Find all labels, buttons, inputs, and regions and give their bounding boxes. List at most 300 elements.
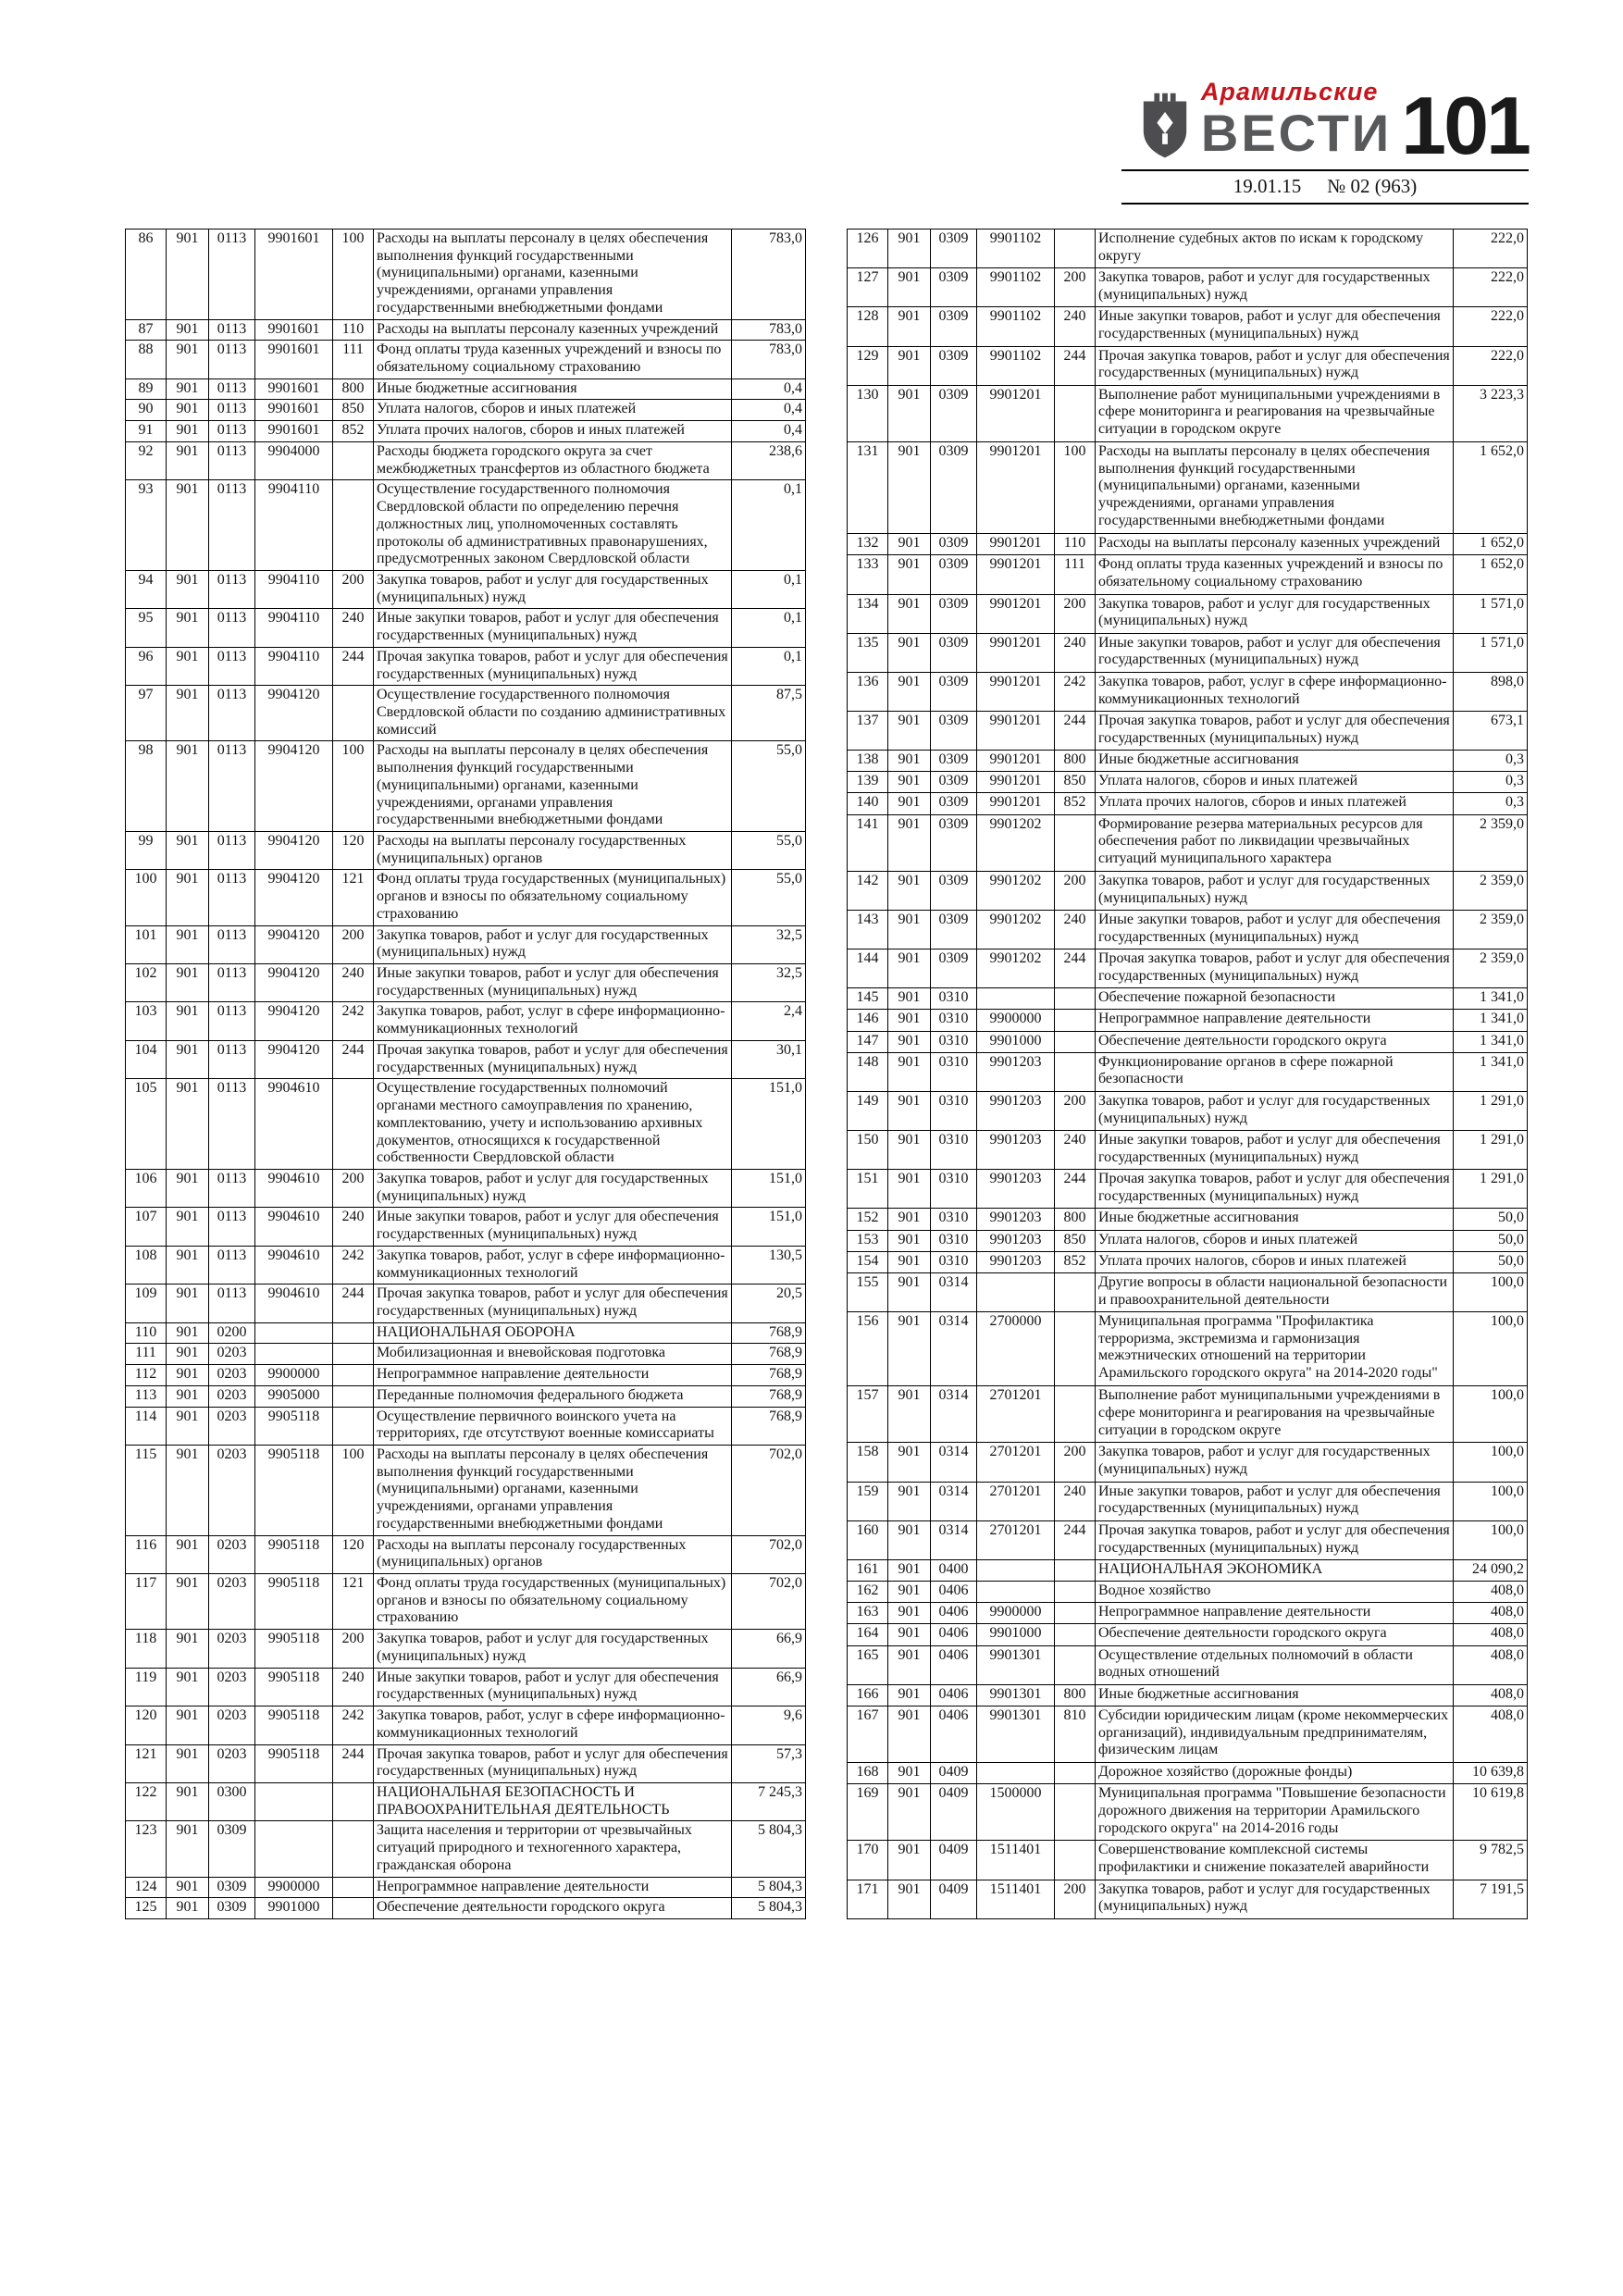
grbs-code-cell: 901 [167,1706,209,1744]
grbs-code-cell: 901 [888,1386,931,1443]
name-cell: Формирование резерва материальных ресурсов для обеспечения работ по ликвидации чрезвычайных ситуаций муниципального характера [1096,814,1454,871]
grbs-code-cell: 901 [167,1630,209,1668]
row-number-cell: 164 [848,1624,888,1645]
amount-cell: 151,0 [732,1079,806,1170]
expense-type-cell [1055,1624,1096,1645]
target-article-cell: 9901201 [977,534,1055,555]
section-code-cell: 0113 [209,400,255,421]
table-row [848,385,1528,441]
name-cell: Фонд оплаты труда казенных учреждений и взносы по обязательному социальному страхованию [1096,555,1454,594]
amount-cell: 130,5 [732,1246,806,1284]
name-cell: Уплата прочих налогов, сборов и иных платежей [374,421,732,442]
expense-type-cell [333,686,374,741]
table-row [126,1407,806,1445]
section-code-cell: 0310 [931,988,977,1010]
name-cell: Осуществление государственных полномочий органами местного самоуправления по хранению, комплектованию, учету и использованию архивных документов, относящихся к государственной собственности Свердловской области [374,1079,732,1170]
row-number-cell: 116 [126,1535,167,1573]
row-number-cell: 154 [848,1251,888,1272]
amount-cell: 0,4 [732,379,806,400]
name-cell: Прочая закупка товаров, работ и услуг для обеспечения государственных (муниципальных) нужд [374,647,732,685]
grbs-code-cell: 901 [167,400,209,421]
section-code-cell: 0113 [209,832,255,870]
amount-cell: 1 341,0 [1454,988,1528,1010]
amount-cell: 100,0 [1454,1311,1528,1385]
target-article-cell: 9901201 [977,793,1055,814]
target-article-cell: 9901203 [977,1230,1055,1251]
row-number-cell: 99 [126,832,167,870]
grbs-code-cell: 901 [888,712,931,751]
expense-type-cell [1055,1560,1096,1582]
name-cell: Уплата прочих налогов, сборов и иных платежей [1096,793,1454,814]
amount-cell: 222,0 [1454,268,1528,307]
table-row [126,1630,806,1668]
target-article-cell: 9905118 [255,1446,333,1536]
expense-type-cell [1055,1010,1096,1031]
expense-type-cell: 242 [1055,672,1096,711]
budget-table-columns [125,229,1528,1919]
target-article-cell: 9904000 [255,441,333,479]
row-number-cell: 169 [848,1784,888,1841]
grbs-code-cell: 901 [888,1763,931,1784]
target-article-cell [977,988,1055,1010]
grbs-code-cell: 901 [888,1624,931,1645]
section-code-cell: 0203 [209,1706,255,1744]
section-code-cell: 0203 [209,1407,255,1445]
amount-cell: 408,0 [1454,1684,1528,1706]
name-cell: Расходы бюджета городского округа за счет межбюджетных трансфертов из областного бюджета [374,441,732,479]
expense-type-cell: 240 [1055,911,1096,949]
row-number-cell: 113 [126,1385,167,1407]
expense-type-cell [1055,814,1096,871]
expense-type-cell [1055,1603,1096,1624]
row-number-cell: 153 [848,1230,888,1251]
row-number-cell: 103 [126,1002,167,1040]
expense-type-cell: 244 [1055,1520,1096,1559]
name-cell: Фонд оплаты труда государственных (муниципальных) органов и взносы по обязательному социальному страхованию [374,870,732,925]
expense-type-cell: 244 [333,1040,374,1078]
table-row [126,647,806,685]
table-row [848,1784,1528,1841]
amount-cell: 5 804,3 [732,1821,806,1877]
table-row [126,400,806,421]
target-article-cell: 2700000 [977,1311,1055,1385]
name-cell: Прочая закупка товаров, работ и услуг для обеспечения государственных (муниципальных) нужд [1096,712,1454,751]
amount-cell: 1 652,0 [1454,555,1528,594]
row-number-cell: 102 [126,964,167,1002]
section-code-cell: 0113 [209,609,255,647]
target-article-cell: 9901601 [255,421,333,442]
grbs-code-cell: 901 [167,1079,209,1170]
expense-type-cell [333,480,374,571]
amount-cell: 702,0 [732,1535,806,1573]
section-code-cell: 0314 [931,1482,977,1520]
section-code-cell: 0200 [209,1322,255,1344]
name-cell: Закупка товаров, работ и услуг для государственных (муниципальных) нужд [1096,871,1454,910]
target-article-cell: 9901202 [977,871,1055,910]
table-row [848,911,1528,949]
section-code-cell: 0203 [209,1574,255,1630]
name-cell: НАЦИОНАЛЬНАЯ БЕЗОПАСНОСТЬ И ПРАВООХРАНИТЕЛЬНАЯ ДЕЯТЕЛЬНОСТЬ [374,1782,732,1820]
row-number-cell: 124 [126,1877,167,1898]
section-code-cell: 0406 [931,1624,977,1645]
row-number-cell: 91 [126,421,167,442]
name-cell: Функционирование органов в сфере пожарной безопасности [1096,1052,1454,1091]
table-row [126,686,806,741]
expense-type-cell [1055,1784,1096,1841]
grbs-code-cell: 901 [888,1482,931,1520]
expense-type-cell: 111 [333,341,374,379]
section-code-cell: 0113 [209,1079,255,1170]
target-article-cell: 9905118 [255,1407,333,1445]
grbs-code-cell: 901 [167,1782,209,1820]
amount-cell: 0,3 [1454,751,1528,772]
row-number-cell: 130 [848,385,888,441]
expense-type-cell: 852 [1055,793,1096,814]
section-code-cell: 0113 [209,647,255,685]
expense-type-cell: 100 [333,230,374,320]
target-article-cell: 9901201 [977,672,1055,711]
amount-cell: 408,0 [1454,1624,1528,1645]
grbs-code-cell: 901 [888,441,931,533]
row-number-cell: 96 [126,647,167,685]
table-row [126,964,806,1002]
name-cell: Прочая закупка товаров, работ и услуг для обеспечения государственных (муниципальных) нужд [1096,1170,1454,1209]
grbs-code-cell: 901 [167,609,209,647]
target-article-cell: 9904120 [255,964,333,1002]
table-row [848,230,1528,268]
section-code-cell: 0113 [209,870,255,925]
amount-cell: 100,0 [1454,1520,1528,1559]
target-article-cell: 9901000 [977,1624,1055,1645]
name-cell: Прочая закупка товаров, работ и услуг для обеспечения государственных (муниципальных) нужд [1096,949,1454,988]
target-article-cell: 1511401 [977,1841,1055,1880]
name-cell: Осуществление государственного полномочия Свердловской области по созданию административных комиссий [374,686,732,741]
amount-cell: 100,0 [1454,1482,1528,1520]
amount-cell: 66,9 [732,1668,806,1706]
grbs-code-cell: 901 [888,1251,931,1272]
grbs-code-cell: 901 [167,870,209,925]
name-cell: Расходы на выплаты персоналу государственных (муниципальных) органов [374,1535,732,1573]
expense-type-cell: 244 [1055,1170,1096,1209]
name-cell: Закупка товаров, работ и услуг для государственных (муниципальных) нужд [374,570,732,608]
expense-type-cell: 240 [1055,1482,1096,1520]
table-row [848,594,1528,633]
name-cell: Иные бюджетные ассигнования [374,379,732,400]
target-article-cell [977,1763,1055,1784]
row-number-cell: 136 [848,672,888,711]
section-code-cell: 0113 [209,741,255,832]
target-article-cell: 9904120 [255,686,333,741]
table-row [126,1246,806,1284]
target-article-cell: 2701201 [977,1386,1055,1443]
target-article-cell: 9901601 [255,319,333,341]
row-number-cell: 129 [848,346,888,385]
grbs-code-cell: 901 [888,1031,931,1052]
name-cell: Иные закупки товаров, работ и услуг для обеспечения государственных (муниципальных) нужд [374,609,732,647]
expense-type-cell: 200 [333,570,374,608]
row-number-cell: 163 [848,1603,888,1624]
row-number-cell: 162 [848,1582,888,1603]
table-row [126,1208,806,1246]
target-article-cell: 9904120 [255,1002,333,1040]
amount-cell: 1 291,0 [1454,1131,1528,1170]
name-cell: Осуществление государственного полномочия Свердловской области по определению перечня должностных лиц, уполномоченных составлять протоколы об административных правонарушениях, предусмотренных законом Свердловской области [374,480,732,571]
grbs-code-cell: 901 [167,1246,209,1284]
name-cell: Закупка товаров, работ и услуг для государственных (муниципальных) нужд [1096,268,1454,307]
target-article-cell: 9901301 [977,1645,1055,1684]
name-cell: Совершенствование комплексной системы профилактики и снижение показателей аварийности [1096,1841,1454,1880]
row-number-cell: 108 [126,1246,167,1284]
row-number-cell: 114 [126,1407,167,1445]
grbs-code-cell: 901 [167,1535,209,1573]
name-cell: Дорожное хозяйство (дорожные фонды) [1096,1763,1454,1784]
table-row [126,1668,806,1706]
grbs-code-cell: 901 [888,1170,931,1209]
amount-cell: 7 245,3 [732,1782,806,1820]
target-article-cell: 9901202 [977,949,1055,988]
expense-type-cell: 244 [333,1744,374,1782]
amount-cell: 783,0 [732,319,806,341]
table-row [848,1230,1528,1251]
amount-cell: 783,0 [732,230,806,320]
name-cell: Закупка товаров, работ и услуг для государственных (муниципальных) нужд [374,1169,732,1207]
name-cell: Закупка товаров, работ, услуг в сфере информационно-коммуникационных технологий [374,1706,732,1744]
table-row [848,555,1528,594]
row-number-cell: 105 [126,1079,167,1170]
expense-type-cell [333,1898,374,1919]
name-cell: Закупка товаров, работ и услуг для государственных (муниципальных) нужд [374,925,732,963]
expense-type-cell [1055,988,1096,1010]
row-number-cell: 123 [126,1821,167,1877]
expense-type-cell: 244 [333,647,374,685]
name-cell: Иные бюджетные ассигнования [1096,1209,1454,1230]
grbs-code-cell: 901 [167,341,209,379]
row-number-cell: 97 [126,686,167,741]
target-article-cell: 9901203 [977,1052,1055,1091]
table-row [126,609,806,647]
section-code-cell: 0409 [931,1763,977,1784]
grbs-code-cell: 901 [888,1010,931,1031]
row-number-cell: 133 [848,555,888,594]
section-code-cell: 0309 [931,712,977,751]
target-article-cell: 9904120 [255,870,333,925]
table-row [848,1482,1528,1520]
target-article-cell: 9904120 [255,925,333,963]
amount-cell: 20,5 [732,1285,806,1322]
issue-date: 19.01.15 [1233,175,1302,197]
table-row [126,1385,806,1407]
amount-cell: 408,0 [1454,1603,1528,1624]
amount-cell: 1 341,0 [1454,1052,1528,1091]
name-cell: Осуществление отдельных полномочий в области водных отношений [1096,1645,1454,1684]
row-number-cell: 159 [848,1482,888,1520]
amount-cell: 783,0 [732,341,806,379]
section-code-cell: 0203 [209,1365,255,1386]
table-row [848,1251,1528,1272]
section-code-cell: 0309 [931,814,977,871]
table-row [848,1386,1528,1443]
section-code-cell: 0113 [209,1002,255,1040]
table-row [848,949,1528,988]
name-cell: Иные бюджетные ассигнования [1096,1684,1454,1706]
section-code-cell: 0406 [931,1645,977,1684]
table-row [848,1052,1528,1091]
grbs-code-cell: 901 [888,1684,931,1706]
target-article-cell [255,1344,333,1365]
amount-cell: 1 652,0 [1454,441,1528,533]
expense-type-cell: 244 [1055,346,1096,385]
row-number-cell: 165 [848,1645,888,1684]
table-row [126,1821,806,1877]
row-number-cell: 157 [848,1386,888,1443]
table-row [126,741,806,832]
grbs-code-cell: 901 [888,1209,931,1230]
table-row [126,1344,806,1365]
row-number-cell: 112 [126,1365,167,1386]
expense-type-cell: 200 [1055,1443,1096,1482]
name-cell: Прочая закупка товаров, работ и услуг для обеспечения государственных (муниципальных) нужд [1096,346,1454,385]
target-article-cell: 9905000 [255,1385,333,1407]
grbs-code-cell: 901 [167,832,209,870]
target-article-cell: 9901201 [977,633,1055,672]
target-article-cell: 2701201 [977,1482,1055,1520]
row-number-cell: 98 [126,741,167,832]
amount-cell: 2 359,0 [1454,911,1528,949]
expense-type-cell [333,1782,374,1820]
section-code-cell: 0113 [209,1285,255,1322]
name-cell: НАЦИОНАЛЬНАЯ ЭКОНОМИКА [1096,1560,1454,1582]
target-article-cell: 9904120 [255,832,333,870]
amount-cell: 10 639,8 [1454,1763,1528,1784]
section-code-cell: 0309 [931,555,977,594]
expense-type-cell: 100 [333,741,374,832]
expense-type-cell: 850 [1055,772,1096,793]
amount-cell: 408,0 [1454,1645,1528,1684]
target-article-cell: 9900000 [977,1603,1055,1624]
name-cell: Непрограммное направление деятельности [374,1365,732,1386]
grbs-code-cell: 901 [888,1645,931,1684]
amount-cell: 50,0 [1454,1209,1528,1230]
row-number-cell: 140 [848,793,888,814]
name-cell: Муниципальная программа "Профилактика терроризма, экстремизма и гармонизация межэтнических отношений на территории Арамильского городского округа" на 2014-2020 годы" [1096,1311,1454,1385]
target-article-cell: 9901601 [255,379,333,400]
name-cell: Закупка товаров, работ, услуг в сфере информационно-коммуникационных технологий [374,1246,732,1284]
section-code-cell: 0309 [209,1898,255,1919]
name-cell: Субсидии юридическим лицам (кроме некоммерческих организаций), индивидуальным предпринимателям, физическим лицам [1096,1706,1454,1762]
expense-type-cell: 110 [1055,534,1096,555]
grbs-code-cell: 901 [167,1574,209,1630]
amount-cell: 2 359,0 [1454,949,1528,988]
row-number-cell: 166 [848,1684,888,1706]
table-row [848,712,1528,751]
table-row [848,1031,1528,1052]
expense-type-cell: 800 [333,379,374,400]
grbs-code-cell: 901 [167,741,209,832]
row-number-cell: 107 [126,1208,167,1246]
grbs-code-cell: 901 [888,633,931,672]
section-code-cell: 0309 [931,307,977,346]
row-number-cell: 86 [126,230,167,320]
table-row [126,230,806,320]
target-article-cell: 9901102 [977,268,1055,307]
grbs-code-cell: 901 [167,480,209,571]
brand-text [1201,80,1392,161]
name-cell: Закупка товаров, работ и услуг для государственных (муниципальных) нужд [1096,594,1454,633]
target-article-cell [977,1582,1055,1603]
amount-cell: 0,4 [732,400,806,421]
section-code-cell: 0113 [209,686,255,741]
name-cell: Расходы на выплаты персоналу государственных (муниципальных) органов [374,832,732,870]
section-code-cell: 0113 [209,379,255,400]
name-cell: Иные закупки товаров, работ и услуг для обеспечения государственных (муниципальных) нужд [1096,911,1454,949]
name-cell: Закупка товаров, работ, услуг в сфере информационно-коммуникационных технологий [1096,672,1454,711]
table-row [126,870,806,925]
grbs-code-cell: 901 [888,1091,931,1130]
section-code-cell: 0203 [209,1446,255,1536]
target-article-cell: 9905118 [255,1574,333,1630]
expense-type-cell: 800 [1055,1684,1096,1706]
amount-cell: 768,9 [732,1344,806,1365]
amount-cell: 50,0 [1454,1251,1528,1272]
expense-type-cell [333,441,374,479]
expense-type-cell: 850 [333,400,374,421]
target-article-cell: 9901202 [977,814,1055,871]
table-row [126,1535,806,1573]
table-row [848,871,1528,910]
name-cell: Непрограммное направление деятельности [1096,1603,1454,1624]
row-number-cell: 132 [848,534,888,555]
target-article-cell: 9901201 [977,751,1055,772]
grbs-code-cell: 901 [167,686,209,741]
grbs-code-cell: 901 [888,911,931,949]
amount-cell: 768,9 [732,1322,806,1344]
name-cell: Обеспечение пожарной безопасности [1096,988,1454,1010]
grbs-code-cell: 901 [167,1821,209,1877]
expense-type-cell [1055,230,1096,268]
amount-cell: 7 191,5 [1454,1880,1528,1918]
section-code-cell: 0409 [931,1841,977,1880]
table-row [126,1169,806,1207]
expense-type-cell [333,1877,374,1898]
section-code-cell: 0309 [931,793,977,814]
target-article-cell: 9901601 [255,230,333,320]
section-code-cell: 0309 [931,346,977,385]
grbs-code-cell: 901 [888,534,931,555]
target-article-cell: 9904610 [255,1246,333,1284]
section-code-cell: 0309 [931,871,977,910]
section-code-cell: 0400 [931,1560,977,1582]
row-number-cell: 168 [848,1763,888,1784]
target-article-cell: 9901301 [977,1684,1055,1706]
name-cell: Закупка товаров, работ и услуг для государственных (муниципальных) нужд [1096,1880,1454,1918]
name-cell: Муниципальная программа "Повышение безопасности дорожного движения на территории Арамильского городского округа" на 2014-2016 годы [1096,1784,1454,1841]
table-row [126,319,806,341]
row-number-cell: 149 [848,1091,888,1130]
expense-type-cell [333,1821,374,1877]
amount-cell: 50,0 [1454,1230,1528,1251]
expense-type-cell: 200 [1055,871,1096,910]
table-row [848,1684,1528,1706]
amount-cell: 57,3 [732,1744,806,1782]
expense-type-cell: 120 [333,1535,374,1573]
section-code-cell: 0113 [209,1246,255,1284]
section-code-cell: 0309 [931,385,977,441]
section-code-cell: 0309 [931,751,977,772]
target-article-cell: 9901203 [977,1251,1055,1272]
section-code-cell: 0113 [209,341,255,379]
target-article-cell: 9901102 [977,230,1055,268]
table-row [848,793,1528,814]
